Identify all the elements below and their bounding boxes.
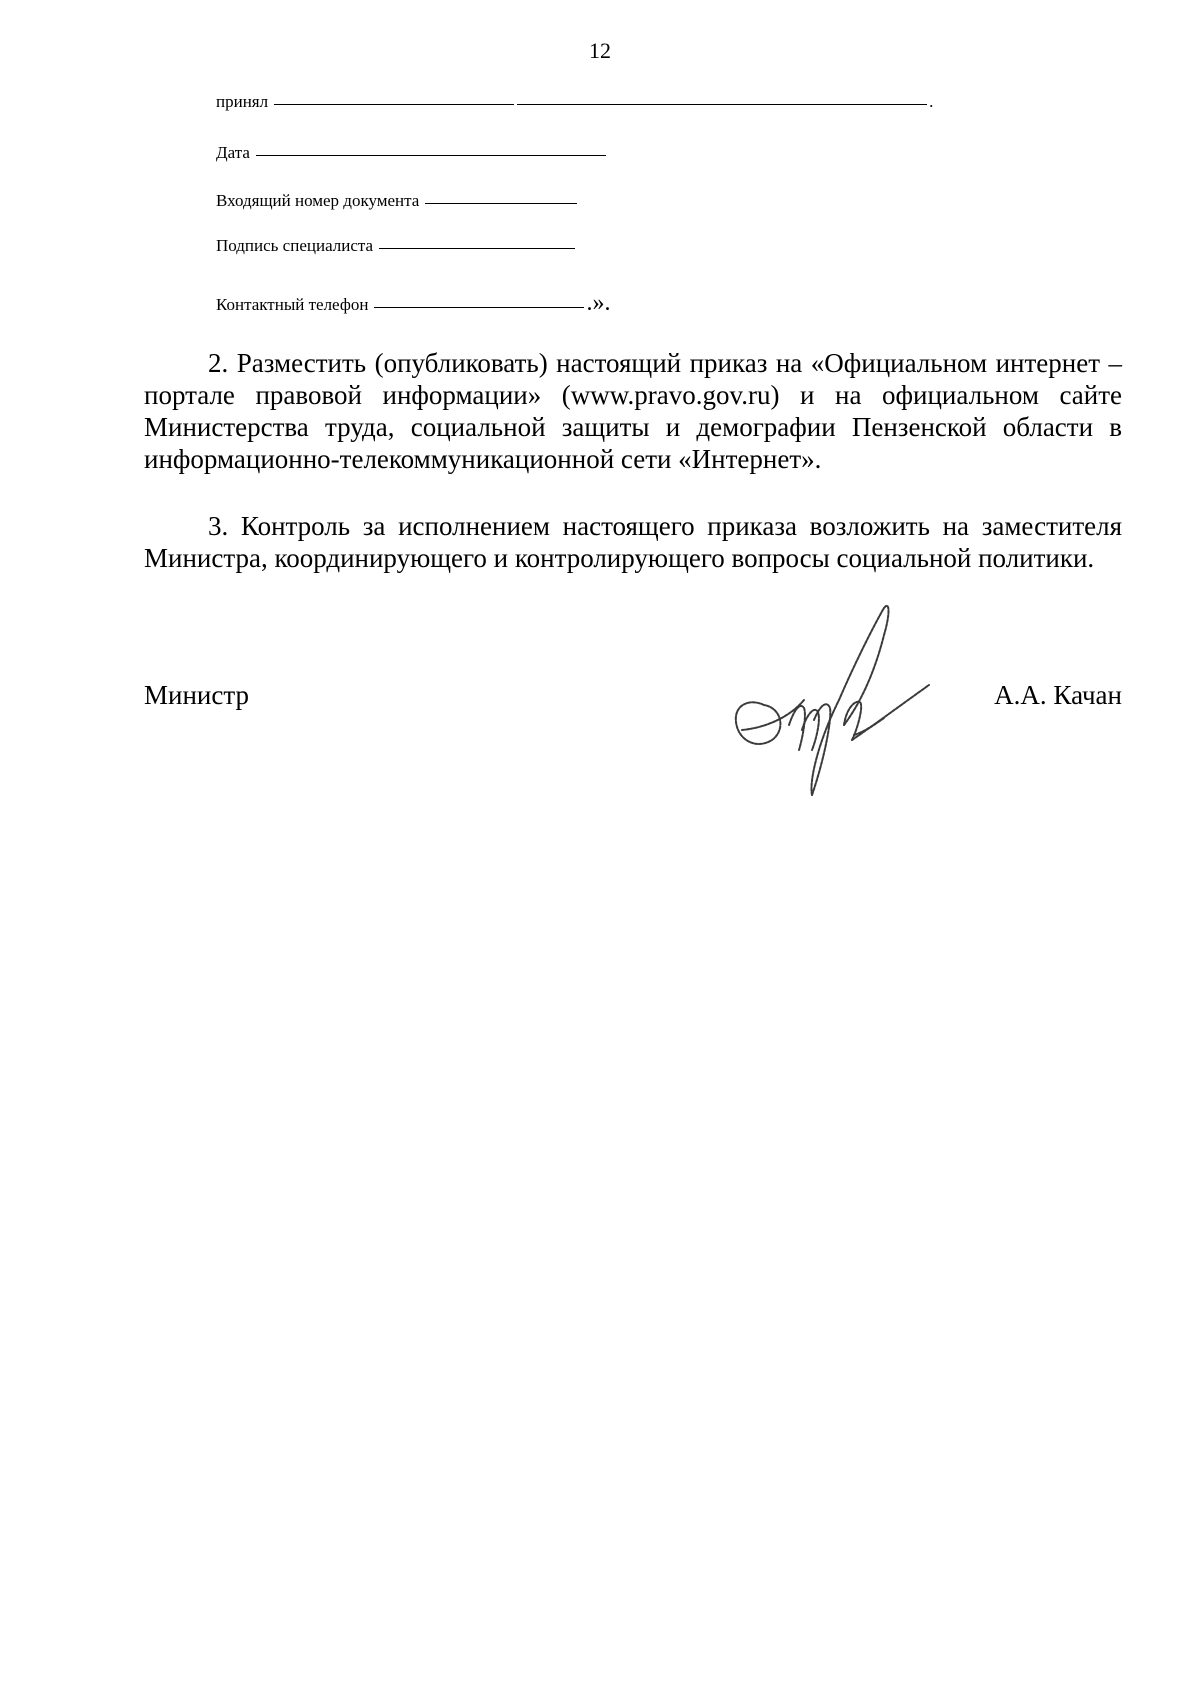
form-contact-phone-line xyxy=(216,290,610,317)
body-paragraph-2: 2. Разместить (опубликовать) настоящий приказ на «Официальном интернет – портале правовой информации» (www.pravo.gov.ru) и на официальном сайте Министерства труда, социальной защиты и демографии Пензенской области в информационно-телекоммуникационной сети «Интернет». xyxy=(144,348,1122,474)
form-date-rule xyxy=(256,154,606,156)
form-specialist-signature-rule xyxy=(379,247,575,249)
form-accepted-tail: . xyxy=(929,92,934,111)
form-incoming-number-label: Входящий номер документа xyxy=(216,191,420,210)
body-paragraph-3: 3. Контроль за исполнением настоящего приказа возложить на заместителя Министра, координирующего и контролирующего вопросы социальной политики. xyxy=(144,511,1122,573)
signature-block xyxy=(144,680,1122,790)
form-accepted-rule xyxy=(274,103,514,105)
form-date-label: Дата xyxy=(216,143,250,162)
form-specialist-signature-label: Подпись специалиста xyxy=(216,236,374,255)
signatory-title: Министр xyxy=(144,680,249,710)
form-incoming-number-rule xyxy=(425,202,577,204)
handwritten-signature-icon xyxy=(694,590,954,810)
form-contact-phone-label: Контактный телефон xyxy=(216,295,369,314)
form-specialist-signature-line xyxy=(216,236,575,256)
form-contact-phone-rule xyxy=(374,306,584,308)
page-number: 12 xyxy=(589,38,611,63)
form-contact-phone-tail: .». xyxy=(586,290,611,316)
form-accepted-rule-2 xyxy=(517,103,927,105)
form-accepted-label: принял xyxy=(216,92,269,111)
signatory-name: А.А. Качан xyxy=(994,680,1122,710)
form-date-line xyxy=(216,143,606,163)
form-accepted-line xyxy=(216,92,933,112)
form-incoming-number-line xyxy=(216,191,577,211)
